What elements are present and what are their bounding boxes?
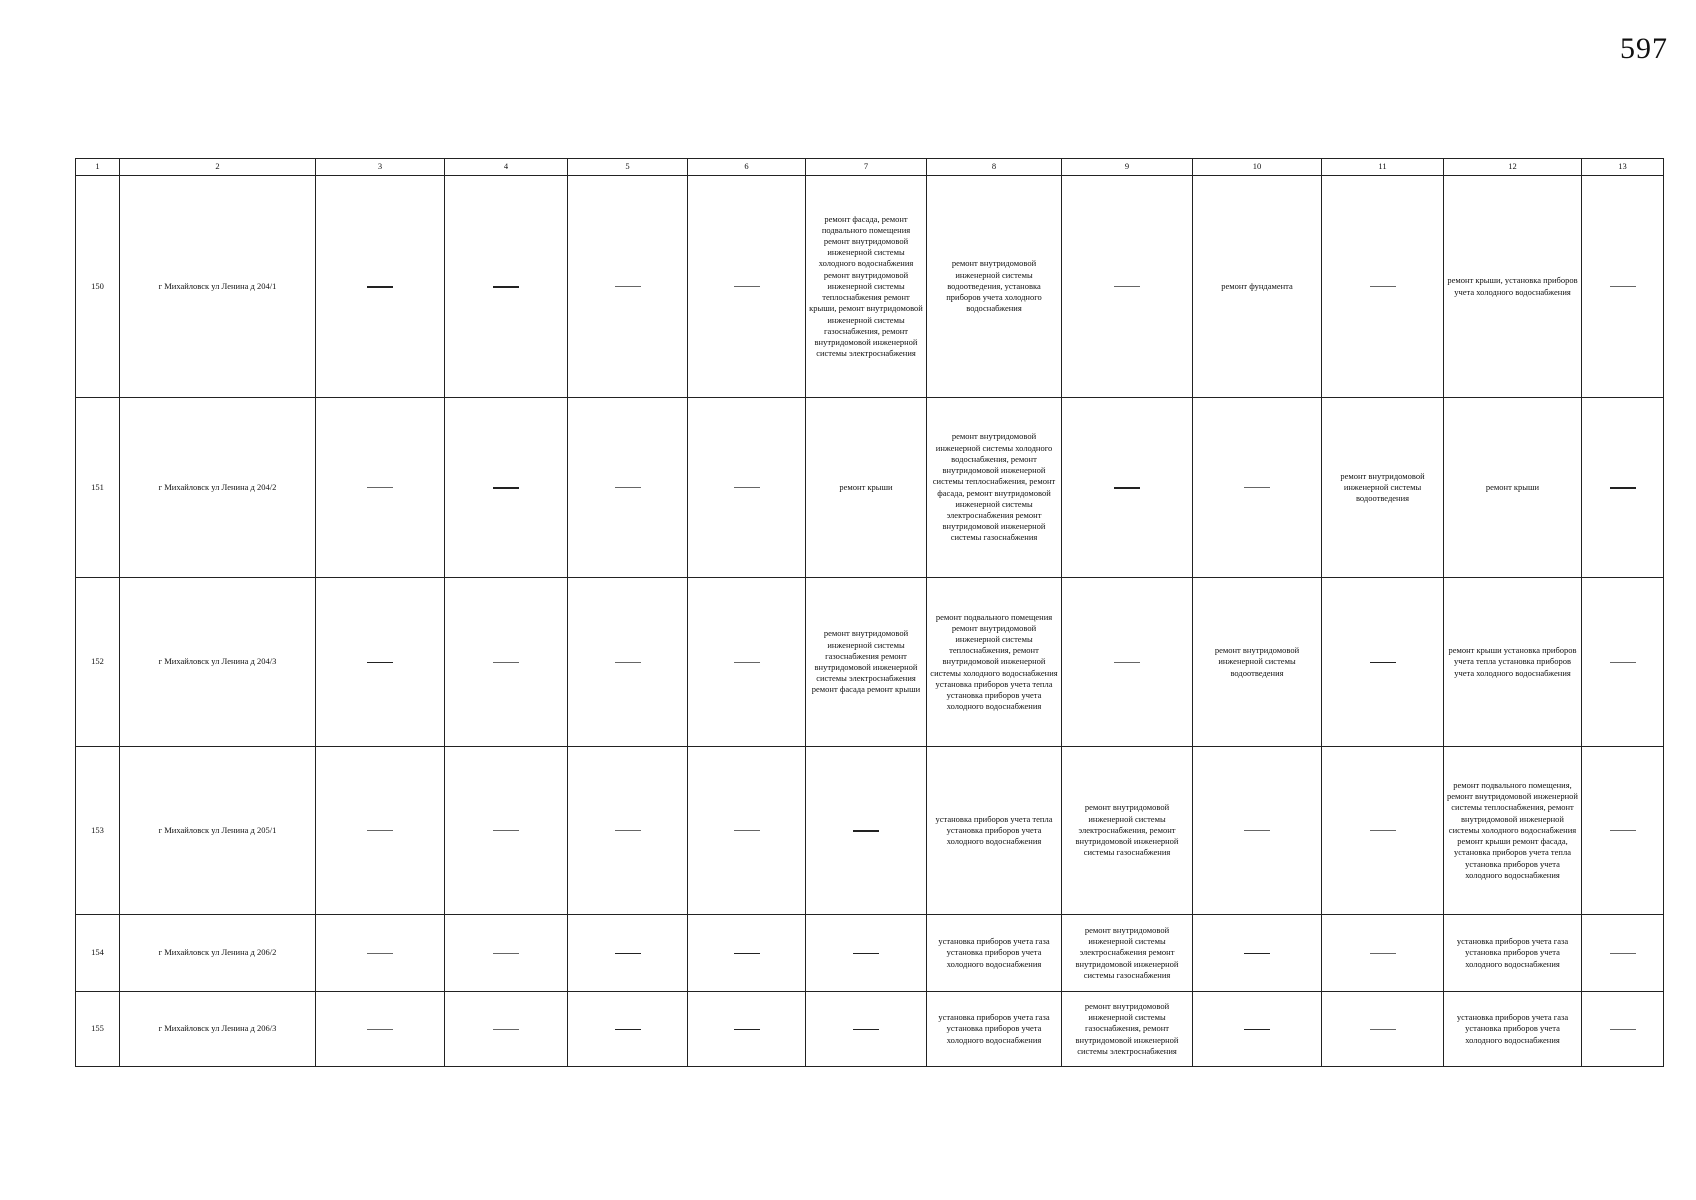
table-row [76,915,1664,992]
empty-cell [1193,992,1322,1067]
empty-cell [688,176,806,398]
empty-cell [1193,398,1322,578]
dash-mark [1370,953,1396,954]
work-cell-col8: ремонт подвального помещения ремонт внутридомовой инженерной системы теплоснабжения, ремонт внутридомовой инженерной системы холодного водоснабжения установка приборов учета тепла установка приборов учета холодного водоснабжения [927,578,1062,747]
row-number: 150 [76,176,120,398]
work-cell-col8: ремонт внутридомовой инженерной системы холодного водоснабжения, ремонт внутридомовой инженерной системы теплоснабжения, ремонт фасада, ремонт внутридомовой инженерной системы электроснабжения ремонт внутридомовой инженерной системы газоснабжения [927,398,1062,578]
empty-cell [1322,747,1444,915]
row-number: 154 [76,915,120,992]
dash-mark [493,1029,519,1030]
table-row [76,992,1664,1067]
work-cell-col12: ремонт крыши, установка приборов учета холодного водоснабжения [1444,176,1582,398]
work-cell-col11: ремонт внутридомовой инженерной системы водоотведения [1322,398,1444,578]
empty-cell [1582,398,1664,578]
work-cell-col10: ремонт внутридомовой инженерной системы водоотведения [1193,578,1322,747]
work-cell-col12: ремонт подвального помещения, ремонт внутридомовой инженерной системы теплоснабжения, ремонт внутридомовой инженерной системы холодного водоснабжения ремонт крыши ремонт фасада, установка приборов учета тепла установка приборов учета холодного водоснабжения [1444,747,1582,915]
empty-cell [568,398,688,578]
dash-mark [1370,1029,1396,1030]
header-col-13: 13 [1582,159,1664,176]
empty-cell [316,747,445,915]
empty-cell [806,992,927,1067]
dash-mark [367,286,393,288]
header-col-12: 12 [1444,159,1582,176]
empty-cell [568,747,688,915]
work-cell-col7: ремонт фасада, ремонт подвального помещения ремонт внутридомовой инженерной системы холодного водоснабжения ремонт внутридомовой инженерной системы теплоснабжения ремонт крыши, ремонт внутридомовой инженерной системы газоснабжения, ремонт внутридомовой инженерной системы электроснабжения [806,176,927,398]
dash-mark [1244,487,1270,488]
row-number: 152 [76,578,120,747]
empty-cell [1322,992,1444,1067]
empty-cell [445,398,568,578]
dash-mark [493,953,519,954]
dash-mark [734,830,760,831]
empty-cell [445,578,568,747]
header-col-5: 5 [568,159,688,176]
dash-mark [367,953,393,954]
dash-mark [1610,830,1636,831]
empty-cell [806,915,927,992]
dash-mark [1114,286,1140,287]
work-cell-col7: ремонт внутридомовой инженерной системы газоснабжения ремонт внутридомовой инженерной системы электроснабжения ремонт фасада ремонт крыши [806,578,927,747]
empty-cell [1582,992,1664,1067]
header-col-11: 11 [1322,159,1444,176]
dash-mark [615,830,641,831]
work-cell-col12: ремонт крыши [1444,398,1582,578]
dash-mark [493,487,519,489]
work-cell-col8: установка приборов учета газа установка приборов учета холодного водоснабжения [927,915,1062,992]
dash-mark [734,1029,760,1031]
empty-cell [688,747,806,915]
dash-mark [367,1029,393,1030]
work-cell-col8: установка приборов учета тепла установка приборов учета холодного водоснабжения [927,747,1062,915]
work-cell-col8: установка приборов учета газа установка приборов учета холодного водоснабжения [927,992,1062,1067]
empty-cell [1582,176,1664,398]
header-col-3: 3 [316,159,445,176]
dash-mark [734,487,760,488]
dash-mark [853,1029,879,1031]
empty-cell [445,747,568,915]
address-cell: г Михайловск ул Ленина д 206/2 [120,915,316,992]
dash-mark [615,662,641,663]
empty-cell [1582,915,1664,992]
dash-mark [734,286,760,287]
work-cell-col8: ремонт внутридомовой инженерной системы водоотведения, установка приборов учета холодного водоснабжения [927,176,1062,398]
empty-cell [1193,915,1322,992]
empty-cell [568,176,688,398]
header-col-4: 4 [445,159,568,176]
dash-mark [1610,662,1636,663]
header-col-7: 7 [806,159,927,176]
empty-cell [688,915,806,992]
empty-cell [445,915,568,992]
empty-cell [445,176,568,398]
dash-mark [1610,286,1636,287]
dash-mark [853,830,879,832]
dash-mark [1370,286,1396,287]
empty-cell [316,176,445,398]
dash-mark [1370,830,1396,831]
work-cell-col12: ремонт крыши установка приборов учета тепла установка приборов учета холодного водоснабжения [1444,578,1582,747]
dash-mark [734,953,760,955]
dash-mark [1610,487,1636,489]
dash-mark [615,1029,641,1031]
empty-cell [1582,578,1664,747]
work-cell-col7: ремонт крыши [806,398,927,578]
header-col-6: 6 [688,159,806,176]
dash-mark [615,953,641,955]
column-number-row [76,159,1664,176]
dash-mark [367,662,393,664]
empty-cell [316,915,445,992]
empty-cell [806,747,927,915]
empty-cell [1322,915,1444,992]
dash-mark [734,662,760,663]
dash-mark [1244,830,1270,831]
empty-cell [1322,176,1444,398]
empty-cell [1062,578,1193,747]
dash-mark [853,953,879,955]
header-col-10: 10 [1193,159,1322,176]
empty-cell [568,578,688,747]
dash-mark [615,286,641,287]
dash-mark [1370,662,1396,664]
empty-cell [316,578,445,747]
empty-cell [316,398,445,578]
empty-cell [316,992,445,1067]
header-col-9: 9 [1062,159,1193,176]
work-cell-col12: установка приборов учета газа установка приборов учета холодного водоснабжения [1444,992,1582,1067]
empty-cell [688,578,806,747]
address-cell: г Михайловск ул Ленина д 204/3 [120,578,316,747]
work-cell-col9: ремонт внутридомовой инженерной системы электроснабжения, ремонт внутридомовой инженерной системы газоснабжения [1062,747,1193,915]
empty-cell [1062,176,1193,398]
repair-plan-table [75,158,1664,1067]
dash-mark [1244,953,1270,955]
dash-mark [1114,662,1140,663]
table-row [76,176,1664,398]
dash-mark [615,487,641,488]
empty-cell [688,992,806,1067]
work-cell-col10: ремонт фундамента [1193,176,1322,398]
page-number: 597 [1620,32,1668,65]
table-row [76,578,1664,747]
dash-mark [367,830,393,831]
address-cell: г Михайловск ул Ленина д 205/1 [120,747,316,915]
empty-cell [1193,747,1322,915]
header-col-1: 1 [76,159,120,176]
header-col-8: 8 [927,159,1062,176]
dash-mark [1610,1029,1636,1030]
address-cell: г Михайловск ул Ленина д 204/2 [120,398,316,578]
empty-cell [568,915,688,992]
address-cell: г Михайловск ул Ленина д 206/3 [120,992,316,1067]
table-row [76,747,1664,915]
dash-mark [1610,953,1636,954]
work-cell-col12: установка приборов учета газа установка приборов учета холодного водоснабжения [1444,915,1582,992]
empty-cell [1322,578,1444,747]
dash-mark [367,487,393,488]
dash-mark [493,286,519,288]
empty-cell [1582,747,1664,915]
work-cell-col9: ремонт внутридомовой инженерной системы электроснабжения ремонт внутридомовой инженерной системы газоснабжения [1062,915,1193,992]
empty-cell [568,992,688,1067]
empty-cell [445,992,568,1067]
work-cell-col9: ремонт внутридомовой инженерной системы газоснабжения, ремонт внутридомовой инженерной системы электроснабжения [1062,992,1193,1067]
dash-mark [1244,1029,1270,1031]
dash-mark [1114,487,1140,489]
table-row [76,398,1664,578]
dash-mark [493,830,519,831]
header-col-2: 2 [120,159,316,176]
row-number: 155 [76,992,120,1067]
address-cell: г Михайловск ул Ленина д 204/1 [120,176,316,398]
row-number: 151 [76,398,120,578]
dash-mark [493,662,519,663]
empty-cell [1062,398,1193,578]
empty-cell [688,398,806,578]
row-number: 153 [76,747,120,915]
